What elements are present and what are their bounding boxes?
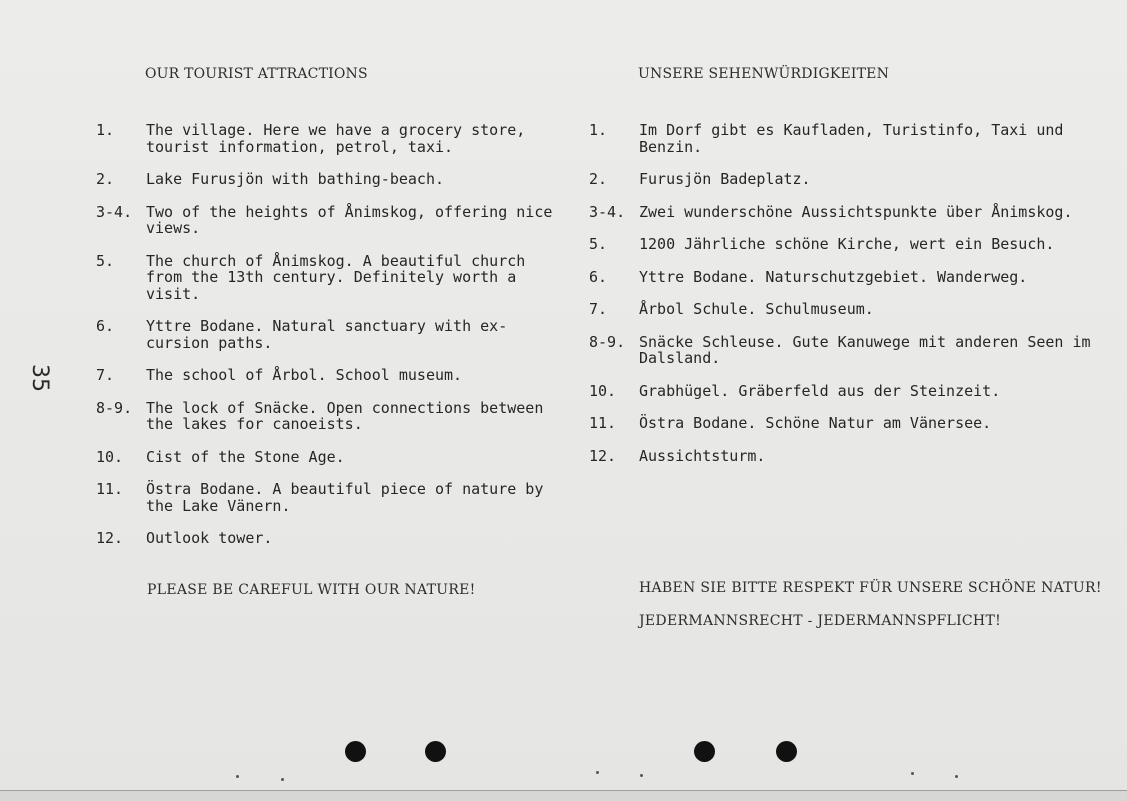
item-number: 10. — [589, 381, 617, 400]
item-text: Grabhügel. Gräberfeld aus der Steinzeit. — [639, 381, 1001, 400]
item-text: Zwei wunderschöne Aussichtspunkte über Ånimskog. — [639, 202, 1073, 221]
item-number: 8-9. — [589, 332, 626, 351]
list-item — [589, 236, 1109, 253]
item-text: Östra Bodane. A beautiful piece of nature by the Lake Vänern. — [146, 480, 544, 515]
item-number: 2. — [589, 170, 608, 188]
item-number: 3-4. — [96, 202, 133, 221]
list-item — [589, 204, 1109, 221]
binder-hole — [425, 741, 446, 762]
list-item — [96, 318, 566, 351]
item-text: The church of Ånimskog. A beautiful church from the 13th century. Definitely worth a visit. — [146, 251, 526, 303]
item-number: 10. — [96, 447, 124, 466]
item-text: Cist of the Stone Age. — [146, 447, 345, 466]
paper-dust-mark — [955, 775, 958, 778]
english-nature-notice: PLEASE BE CAREFUL WITH OUR NATURE! — [147, 582, 476, 598]
paper-dust-mark — [596, 771, 599, 774]
list-item — [589, 122, 1109, 155]
item-text: 1200 Jährliche schöne Kirche, wert ein Besuch. — [639, 235, 1055, 253]
binder-hole — [776, 741, 797, 762]
english-attractions-list — [96, 122, 566, 563]
item-number: 8-9. — [96, 398, 133, 417]
list-item — [96, 171, 566, 188]
item-text: The school of Årbol. School museum. — [146, 366, 463, 384]
item-text: Furusjön Badeplatz. — [639, 170, 811, 188]
list-item — [96, 400, 566, 433]
page-number: 35 — [27, 364, 52, 392]
item-number: 12. — [589, 446, 617, 465]
list-item — [96, 530, 566, 547]
item-text: Outlook tower. — [146, 529, 273, 547]
list-item — [96, 449, 566, 466]
item-number: 1. — [96, 121, 115, 139]
item-text: Lake Furusjön with bathing-beach. — [146, 170, 445, 188]
item-text: Yttre Bodane. Natural sanctuary with ex- cursion paths. — [146, 317, 508, 352]
item-number: 2. — [96, 170, 115, 188]
item-text: The village. Here we have a grocery store, tourist information, petrol, taxi. — [146, 121, 526, 156]
list-item — [96, 481, 566, 514]
item-number: 3-4. — [589, 202, 626, 221]
binder-hole — [345, 741, 366, 762]
item-number: 7. — [589, 300, 608, 318]
german-rights-notice: JEDERMANNSRECHT - JEDERMANNSPFLICHT! — [639, 613, 1002, 629]
item-number: 5. — [589, 235, 608, 253]
item-number: 11. — [589, 414, 617, 432]
list-item — [589, 269, 1109, 286]
paper-dust-mark — [281, 778, 284, 781]
left-column-title: OUR TOURIST ATTRACTIONS — [145, 66, 368, 82]
item-number: 1. — [589, 121, 608, 139]
item-text: Snäcke Schleuse. Gute Kanuwege mit anderen Seen im Dalsland. — [639, 332, 1091, 367]
item-text: Im Dorf gibt es Kaufladen, Turistinfo, Taxi und Benzin. — [639, 121, 1064, 156]
list-item — [589, 334, 1109, 367]
list-item — [589, 301, 1109, 318]
item-text: The lock of Snäcke. Open connections between the lakes for canoeists. — [146, 398, 544, 433]
page-bottom-edge — [0, 790, 1127, 801]
item-text: Yttre Bodane. Naturschutzgebiet. Wanderweg. — [639, 267, 1028, 286]
item-text: Årbol Schule. Schulmuseum. — [639, 300, 874, 318]
paper-dust-mark — [911, 772, 914, 775]
list-item — [96, 253, 566, 303]
item-number: 7. — [96, 366, 115, 384]
item-number: 6. — [589, 267, 608, 286]
item-number: 6. — [96, 317, 115, 335]
german-attractions-list — [589, 122, 1109, 480]
list-item — [96, 204, 566, 237]
item-number: 11. — [96, 480, 124, 498]
list-item — [96, 122, 566, 155]
paper-dust-mark — [640, 774, 643, 777]
german-nature-notice: HABEN SIE BITTE RESPEKT FÜR UNSERE SCHÖNE NATUR! — [639, 580, 1102, 596]
item-number: 5. — [96, 251, 115, 270]
item-number: 12. — [96, 529, 124, 547]
list-item — [589, 171, 1109, 188]
binder-hole — [694, 741, 715, 762]
item-text: Aussichtsturm. — [639, 446, 766, 465]
list-item — [589, 415, 1109, 432]
item-text: Östra Bodane. Schöne Natur am Vänersee. — [639, 414, 992, 432]
list-item — [589, 383, 1109, 400]
list-item — [589, 448, 1109, 465]
item-text: Two of the heights of Ånimskog, offering nice views. — [146, 202, 553, 237]
right-column-title: UNSERE SEHENWÜRDIGKEITEN — [638, 66, 890, 82]
list-item — [96, 367, 566, 384]
paper-dust-mark — [236, 775, 239, 778]
